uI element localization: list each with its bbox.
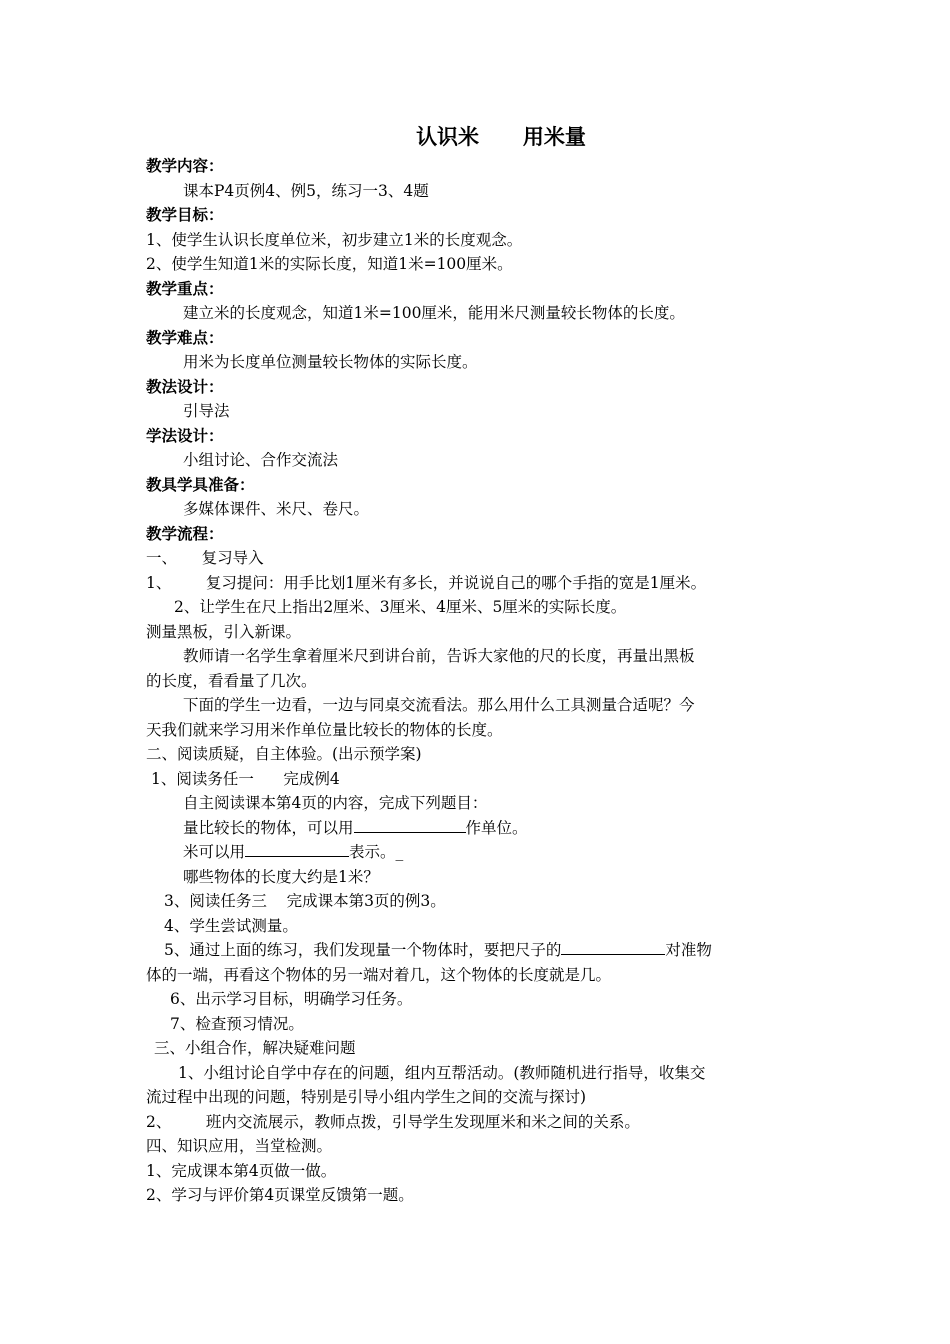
text-line: 二、阅读质疑，自主体验。(出示预学案) [146,745,422,763]
text-line: 课本P4页例4、例5，练习一3、4题 [183,181,429,200]
text-line: 流过程中出现的问题，特别是引导小组内学生之间的交流与探讨) [146,1088,587,1106]
text-line: 用米为长度单位测量较长物体的实际长度。 [183,353,478,371]
text-line: 1、 复习提问：用手比划1厘米有多长，并说说自己的哪个手指的宽是1厘米。 [146,573,707,592]
text-line: 2、使学生知道1米的实际长度，知道1米=100厘米。 [146,255,513,273]
fill-in-line [146,840,836,865]
text-line: 7、检查预习情况。 [170,1014,304,1033]
text-line: 的长度，看看量了几次。 [146,671,317,690]
text-line: 小组讨论、合作交流法 [183,451,339,469]
text-line: 天我们就来学习用米作单位量比较长的物体的长度。 [146,720,503,739]
text-line: 4、学生尝试测量。 [164,916,298,935]
text-fragment: 量比较长的物体，可以用 [183,818,354,837]
text-line: 6、出示学习目标，明确学习任务。 [170,990,413,1008]
text-fragment: 表示。_ [349,843,404,861]
text-fragment: 对准物 [665,941,712,959]
section-heading-difficulties: 教学难点： [146,328,224,347]
answer-blank [561,938,665,955]
text-line: 3、阅读任务三 完成课本第3页的例3。 [164,892,446,910]
text-line: 多媒体课件、米尺、卷尺。 [183,500,370,518]
section-heading-teaching-method: 教法设计： [146,377,224,396]
answer-blank [354,816,466,833]
fill-in-line [146,816,836,841]
text-line: 自主阅读课本第4页的内容，完成下列题目： [183,794,488,812]
section-heading-key-points: 教学重点： [146,279,224,298]
section-heading-materials: 教具学具准备： [146,475,255,494]
document-body [146,120,836,1208]
text-line: 1、小组讨论自学中存在的问题，组内互帮活动。(教师随机进行指导，收集交 [178,1063,706,1082]
text-line: 测量黑板，引入新课。 [146,622,302,641]
text-line: 体的一端，再看这个物体的另一端对着几，这个物体的长度就是几。 [146,965,612,984]
text-line: 三、小组合作，解决疑难问题 [154,1039,356,1057]
text-line: 2、学习与评价第4页课堂反馈第一题。 [146,1186,414,1204]
section-heading-process: 教学流程： [146,524,224,543]
text-line: 1、使学生认识长度单位米，初步建立1米的长度观念。 [146,230,523,249]
text-line: 2、 班内交流展示，教师点拨，引导学生发现厘米和米之间的关系。 [146,1112,640,1131]
text-line: 哪些物体的长度大约是1米？ [183,867,379,886]
text-line: 教师请一名学生拿着厘米尺到讲台前，告诉大家他的尺的长度，再量出黑板 [183,647,695,665]
text-line: 一、 复习导入 [146,549,264,567]
text-line: 建立米的长度观念，知道1米=100厘米，能用米尺测量较长物体的长度。 [183,304,685,322]
section-heading-content: 教学内容： [146,157,224,175]
text-line: 四、知识应用，当堂检测。 [146,1137,333,1155]
text-fragment: 作单位。 [465,818,528,837]
page-title: 认识米 用米量 [416,125,586,149]
section-heading-goals: 教学目标： [146,206,224,224]
text-fragment: 米可以用 [183,843,246,861]
fill-in-line [146,938,836,963]
text-line: 下面的学生一边看，一边与同桌交流看法。那么用什么工具测量合适呢？今 [183,696,695,714]
text-fragment: 5、通过上面的练习，我们发现量一个物体时，要把尺子的 [164,941,562,959]
text-line: 2、让学生在尺上指出2厘米、3厘米、4厘米、5厘米的实际长度。 [174,598,627,616]
text-line: 引导法 [183,402,230,420]
text-line: 1、阅读务任一 完成例4 [151,769,340,788]
text-line: 1、完成课本第4页做一做。 [146,1161,337,1180]
answer-blank [245,840,349,857]
section-heading-learning-method: 学法设计： [146,426,224,445]
